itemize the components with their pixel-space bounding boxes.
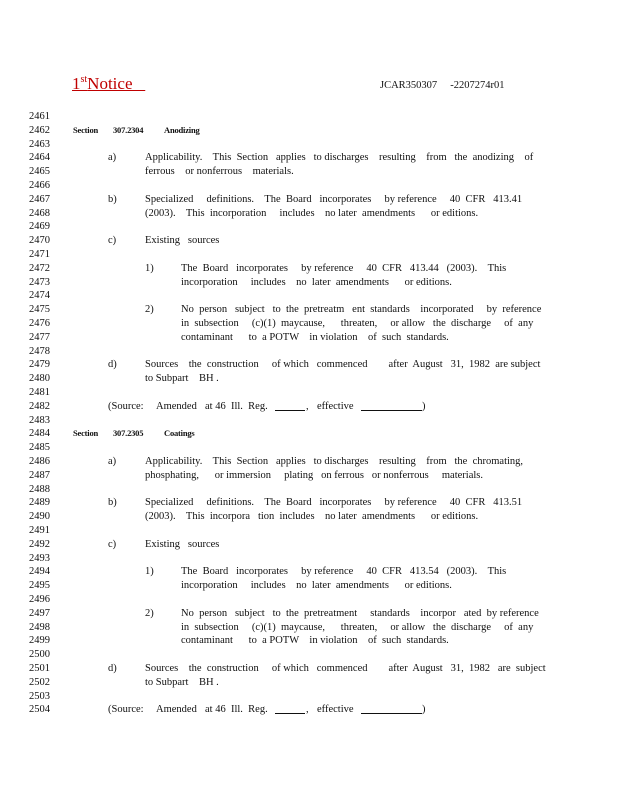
document-line (0, 662, 618, 676)
document-line (0, 524, 618, 538)
line-number: 2470 (29, 235, 50, 247)
line-number: 2491 (29, 525, 50, 536)
register-page-blank (275, 703, 305, 714)
document-line (0, 579, 618, 593)
line-number: 2493 (29, 552, 50, 564)
subitem-text: in subsection (c)(1) maycause, threaten, or allow the discharge of any (181, 318, 534, 329)
document-line (0, 634, 618, 648)
document-line (0, 676, 618, 690)
source-effective: effective (317, 400, 354, 412)
subitem-text: The Board incorporates by reference 40 CFR 413.54 (2003). This (181, 566, 507, 578)
line-number: 2485 (29, 442, 50, 454)
notice-header (72, 74, 145, 94)
document-line (0, 552, 618, 566)
item-text: Sources the construction of which commenced after August 31, 1982 are subject (145, 359, 541, 371)
subitem-text: No person subject to the pretreatment standards incorpor ated by reference (181, 607, 539, 619)
subitem-text: incorporation includes no later amendments or editions. (181, 276, 452, 288)
item-label: d) (108, 663, 117, 674)
source-amended: Amended (156, 704, 197, 716)
item-text: phosphating, or immersion plating on ferrous or nonferrous materials. (145, 469, 483, 481)
section-title: Coatings (164, 428, 195, 439)
line-number: 2503 (29, 690, 50, 702)
item-text: Applicability. This Section applies to discharges resulting from the chromating, (145, 456, 524, 467)
line-number: 2498 (29, 621, 50, 633)
line-number: 2472 (29, 262, 50, 274)
document-line (0, 207, 618, 221)
item-text: to Subpart BH . (145, 373, 219, 385)
subitem-label: 1) (145, 566, 154, 578)
section-number: 307.2305 (113, 428, 144, 439)
document-line (0, 262, 618, 276)
line-number: 2490 (29, 511, 50, 523)
line-number: 2467 (29, 193, 50, 205)
effective-date-blank (361, 703, 422, 714)
line-number: 2483 (29, 414, 50, 426)
source-amended: Amended (156, 400, 197, 412)
line-number: 2468 (29, 207, 50, 219)
line-number: 2499 (29, 635, 50, 647)
document-line (0, 690, 618, 704)
document-line (0, 276, 618, 290)
notice-ordinal: 1 (72, 74, 81, 93)
line-number: 2469 (29, 221, 50, 233)
document-line (0, 538, 618, 552)
line-number: 2500 (29, 649, 50, 661)
subitem-text: The Board incorporates by reference 40 CFR 413.44 (2003). This (181, 262, 507, 274)
document-line (0, 193, 618, 207)
line-number: 2464 (29, 152, 50, 164)
line-number: 2484 (29, 428, 50, 440)
document-line (0, 179, 618, 193)
document-line (0, 372, 618, 386)
item-label: a) (108, 152, 117, 164)
line-number: 2487 (29, 469, 50, 481)
document-line (0, 345, 618, 359)
item-text: Sources the construction of which commenced after August 31, 1982 are subject (145, 663, 546, 674)
line-number: 2480 (29, 373, 50, 385)
source-comma: , (306, 704, 309, 716)
line-number: 2476 (29, 318, 50, 329)
line-number: 2475 (29, 304, 50, 316)
line-number: 2502 (29, 676, 50, 688)
document-line (0, 234, 618, 248)
source-register: at 46 Ill. Reg. (205, 400, 268, 412)
line-number: 2488 (29, 483, 50, 495)
source-label: (Source: (108, 704, 144, 716)
document-line (0, 621, 618, 635)
effective-date-blank (361, 400, 422, 411)
document-line (0, 220, 618, 234)
document-line (0, 703, 618, 717)
source-close-paren: ) (422, 400, 426, 412)
line-number: 2478 (29, 345, 50, 357)
document-line (0, 510, 618, 524)
item-text: Existing sources (145, 235, 220, 247)
document-line (0, 151, 618, 165)
item-text: Existing sources (145, 538, 220, 550)
line-number: 2471 (29, 249, 50, 260)
line-number: 2494 (29, 566, 50, 578)
document-line (0, 565, 618, 579)
subitem-text: incorporation includes no later amendments or editions. (181, 580, 452, 592)
source-comma: , (306, 400, 309, 412)
section-number: 307.2304 (113, 124, 144, 135)
notice-word: Notice (87, 74, 133, 93)
item-label: b) (108, 497, 117, 509)
document-line (0, 483, 618, 497)
notice-suffix: st (80, 74, 88, 85)
document-line (0, 469, 618, 483)
document-line (0, 455, 618, 469)
subitem-label: 2) (145, 304, 154, 316)
document-line (0, 317, 618, 331)
line-number: 2492 (29, 538, 50, 550)
document-code: JCAR350307 -2207274r01 (380, 80, 505, 91)
line-number: 2504 (29, 704, 50, 716)
source-register: at 46 Ill. Reg. (205, 704, 268, 716)
line-number: 2461 (29, 111, 50, 122)
item-text: ferrous or nonferrous materials. (145, 166, 294, 178)
item-text: Applicability. This Section applies to discharges resulting from the anodizing of (145, 152, 534, 164)
line-number: 2486 (29, 456, 50, 467)
subitem-text: contaminant to a POTW in violation of such standards. (181, 331, 449, 343)
item-label: d) (108, 359, 117, 371)
line-number: 2479 (29, 359, 50, 371)
line-number: 2462 (29, 124, 50, 136)
subitem-text: contaminant to a POTW in violation of such standards. (181, 635, 449, 647)
item-text: Specialized definitions. The Board incorporates by reference 40 CFR 413.51 (145, 497, 523, 509)
item-text: Specialized definitions. The Board incorporates by reference 40 CFR 413.41 (145, 193, 523, 205)
source-label: (Source: (108, 400, 144, 412)
subitem-text: in subsection (c)(1) maycause, threaten, or allow the discharge of any (181, 621, 534, 633)
document-line (0, 358, 618, 372)
section-label: Section (73, 124, 99, 135)
source-close-paren: ) (422, 704, 426, 716)
line-number: 2501 (29, 663, 50, 674)
item-label: b) (108, 193, 117, 205)
document-line (0, 138, 618, 152)
item-label: c) (108, 235, 117, 247)
line-number: 2466 (29, 180, 50, 191)
document-line (0, 400, 618, 414)
item-label: a) (108, 456, 117, 467)
item-text: (2003). This incorporation includes no later amendments or editions. (145, 207, 479, 219)
line-number: 2465 (29, 166, 50, 178)
section-title: Anodizing (164, 124, 200, 135)
item-text: (2003). This incorpora tion includes no later amendments or editions. (145, 511, 479, 523)
line-number: 2474 (29, 290, 50, 302)
document-line (0, 441, 618, 455)
document-line (0, 124, 618, 138)
subitem-label: 1) (145, 262, 154, 274)
document-line (0, 496, 618, 510)
section-label: Section (73, 428, 99, 439)
line-number: 2481 (29, 387, 50, 398)
item-label: c) (108, 538, 117, 550)
line-number: 2495 (29, 580, 50, 592)
line-number: 2482 (29, 400, 50, 412)
document-line (0, 165, 618, 179)
document-line (0, 331, 618, 345)
document-line (0, 414, 618, 428)
document-line (0, 303, 618, 317)
document-line (0, 427, 618, 441)
line-number: 2489 (29, 497, 50, 509)
register-page-blank (275, 400, 305, 411)
document-line (0, 248, 618, 262)
document-line (0, 386, 618, 400)
subitem-label: 2) (145, 607, 154, 619)
source-effective: effective (317, 704, 354, 716)
item-text: to Subpart BH . (145, 676, 219, 688)
document-line (0, 593, 618, 607)
line-number: 2497 (29, 607, 50, 619)
line-number: 2473 (29, 276, 50, 288)
line-number: 2496 (29, 594, 50, 605)
document-line (0, 648, 618, 662)
subitem-text: No person subject to the pretreatm ent standards incorporated by reference (181, 304, 542, 316)
document-line (0, 607, 618, 621)
document-line (0, 289, 618, 303)
line-number: 2477 (29, 331, 50, 343)
document-line (0, 110, 618, 124)
line-number: 2463 (29, 138, 50, 150)
